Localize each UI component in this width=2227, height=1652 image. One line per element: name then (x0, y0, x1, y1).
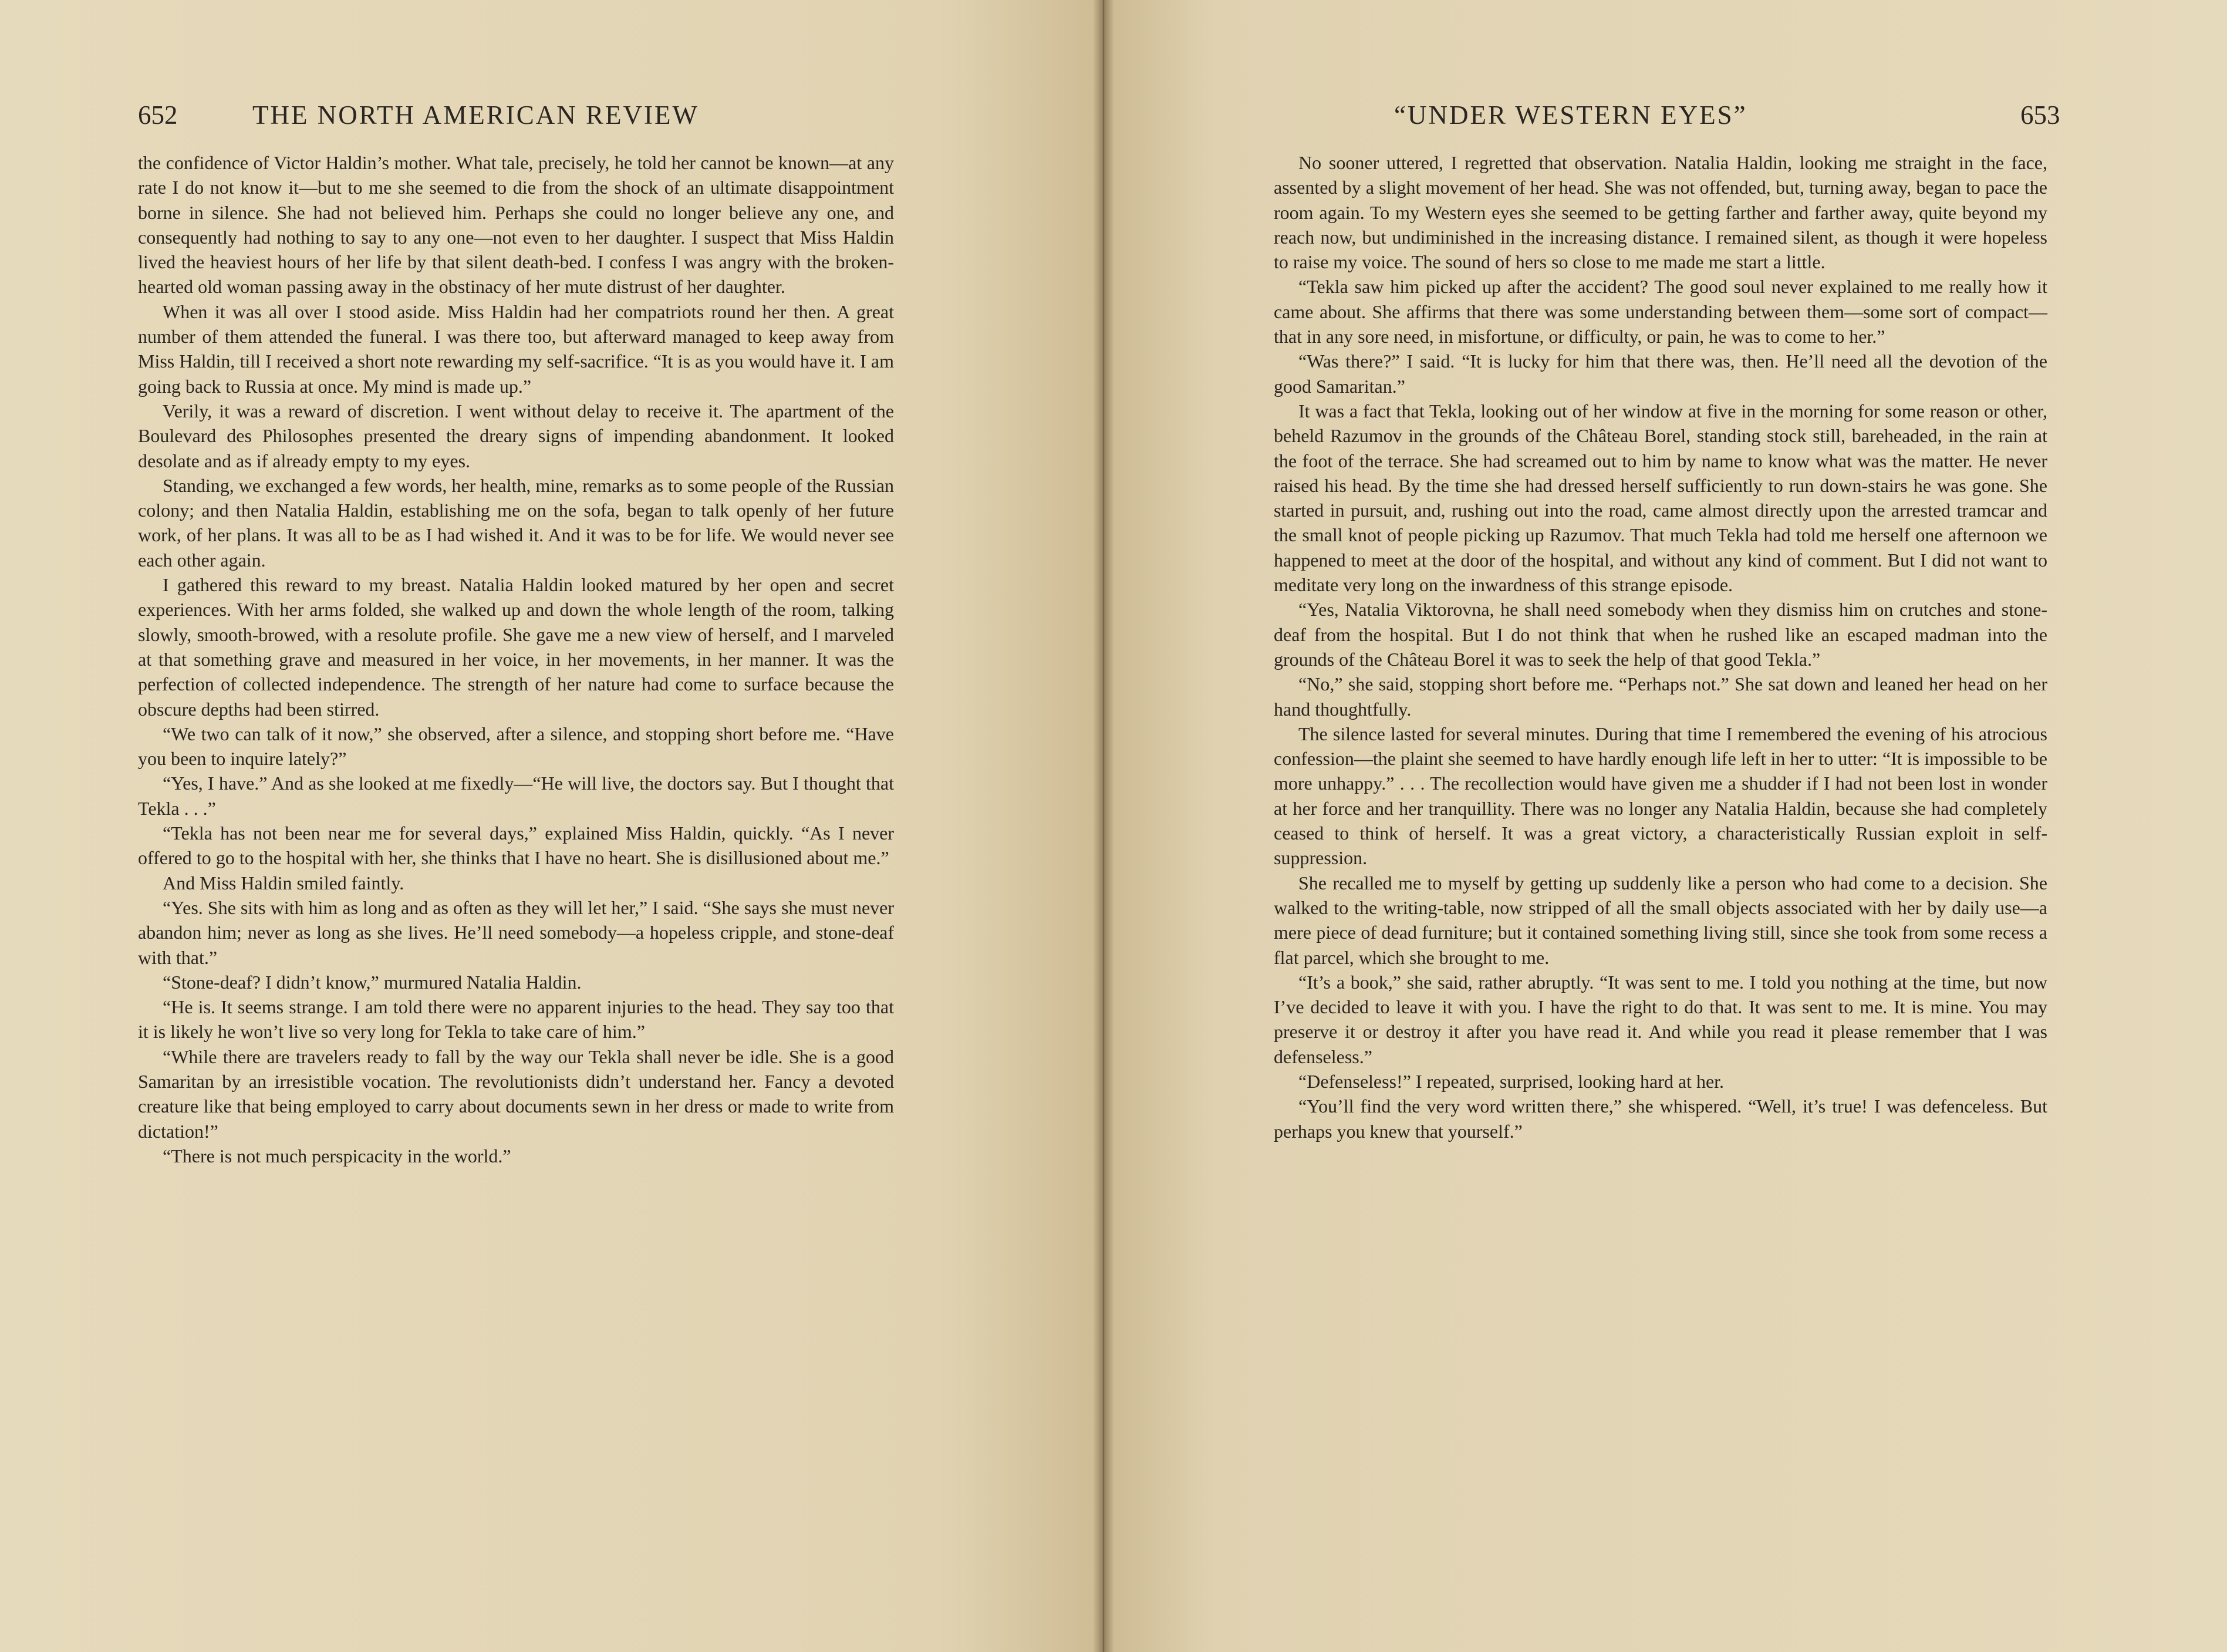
paragraph: “Defenseless!” I repeated, surprised, looking hard at her. (1298, 1070, 1725, 1092)
paragraph: When it was all over I stood aside. Miss Haldin had her compatriots round her then. A great number of them attended the funeral. I was there too, but afterward managed to keep away from Miss Haldin, till I received a short note rewarding my self-sacrifice. “It is as you would have it. I am going back to Russia at once. My mind is made up.” (138, 301, 894, 397)
paragraph: Verily, it was a reward of discretion. I went without delay to receive it. The apartment of the Boulevard des Philosophes presented the dreary signs of impending abandonment. It looked desolate and as if already empty to my eyes. (138, 400, 894, 471)
paragraph: I gathered this reward to my breast. Natalia Haldin looked matured by her open and secret experiences. With her arms folded, she walked up and down the whole length of the room, talking slowly, smooth-browed, with a resolute profile. She gave me a new view of herself, and I marveled at that something grave and measured in her voice, in her movements, in her manner. It was the perfection of collected independence. The strength of her nature had come to surface because the obscure depths had been stirred. (138, 574, 894, 720)
paragraph: “He is. It seems strange. I am told there were no apparent injuries to the head. They say too that it is likely he won’t live so very long for Tekla to take care of him.” (138, 996, 894, 1043)
paragraph: “Yes, I have.” And as she looked at me fixedly—“He will live, the doctors say. But I thought that Tekla . . .” (138, 773, 894, 819)
paragraph: “Tekla saw him picked up after the accident? The good soul never explained to me really how it came about. She affirms that there was some understanding between them—some sort of compact—that in any sore need, in misfortune, or difficulty, or pain, he was to come to her.” (1274, 276, 2047, 348)
paragraph: It was a fact that Tekla, looking out of her window at five in the morning for some reason or other, beheld Razumov in the grounds of the Château Borel, standing stock still, bareheaded, in the rain at the foot of the terrace. She had screamed out to him by name to know what was the matter. He never raised his head. By the time she had dressed herself sufficiently to run down-stairs he was gone. She started in pursuit, and, rushing out into the road, came almost directly upon the arrested tramcar and the small knot of people picking up Razumov. That much Tekla had told me herself one afternoon we happened to meet at the door of the hospital, and without any kind of comment. But I did not want to meditate very long on the inwardness of this strange episode. (1274, 400, 2047, 596)
paragraph: “Yes. She sits with him as long and as often as they will let her,” I said. “She says she must never abandon him; never as long as she lives. He’ll need somebody—a hopeless cripple, and stone-deaf with that.” (138, 896, 894, 968)
paragraph: “Stone-deaf? I didn’t know,” murmured Natalia Haldin. (163, 971, 582, 993)
paragraph: “We two can talk of it now,” she observed, after a silence, and stopping short before me. “Have you been to inquire lately?” (138, 723, 894, 770)
page-number: 652 (138, 100, 178, 130)
paragraph: “Tekla has not been near me for several days,” explained Miss Haldin, quickly. “As I never offered to go to the hospital with her, she thinks that I have no heart. She is disillusioned about me.” (138, 822, 894, 869)
paragraph: The silence lasted for several minutes. During that time I remembered the evening of his atrocious confession—the plaint she seemed to have hardly enough life left in her to utter: “It is impossible to be more unhappy.” . . . The recollection would have given me a shudder if I had not been lost in wonder at her force and her tranquillity. There was no longer any Natalia Haldin, because she had completely ceased to think of herself. It was a great victory, a characteristically Russian exploit in self-suppression. (1274, 723, 2047, 869)
book-gutter (1093, 0, 1114, 1652)
paragraph: Standing, we exchanged a few words, her health, mine, remarks as to some people of the Russian colony; and then Natalia Haldin, establishing me on the sofa, began to talk openly of her future work, of her plans. It was all to be as I had wished it. And it was to be for life. We would never see each other again. (138, 474, 894, 571)
paragraph: “There is not much perspicacity in the world.” (163, 1145, 511, 1166)
right-page (1104, 0, 2227, 1652)
paragraph: She recalled me to myself by getting up suddenly like a person who had come to a decision. She walked to the writing-table, now stripped of all the small objects associated with her by daily use—a mere piece of dead furniture; but it contained something living still, since she took from some recess a flat parcel, which she brought to me. (1274, 872, 2047, 968)
paragraph: the confidence of Victor Haldin’s mother. What tale, precisely, he told her cannot be known—at any rate I do not know it—but to me she seemed to die from the shock of an ultimate disappointment borne in silence. She had not believed him. Perhaps she could no longer believe any one, and consequently had nothing to say to any one—not even to her daughter. I suspect that Miss Haldin lived the heaviest hours of her life by that silent death-bed. I confess I was angry with the broken-hearted old woman passing away in the obstinacy of her mute distrust of her daughter. (138, 152, 894, 298)
paragraph: “No,” she said, stopping short before me. “Perhaps not.” She sat down and leaned her head on her hand thoughtfully. (1274, 673, 2047, 720)
left-page (0, 0, 1104, 1652)
running-title: THE NORTH AMERICAN REVIEW (252, 100, 699, 130)
paragraph: No sooner uttered, I regretted that observation. Natalia Haldin, looking me straight in the face, assented by a slight movement of her head. She was not offended, but, turning away, began to pace the room again. To my Western eyes she seemed to be getting farther and farther away, quite beyond my reach now, but undiminished in the increasing distance. I remained silent, as though it were hopeless to raise my voice. The sound of hers so close to me made me start a little. (1274, 152, 2047, 273)
running-title: “UNDER WESTERN EYES” (1394, 100, 1747, 130)
paragraph: “It’s a book,” she said, rather abruptly. “It was sent to me. I told you nothing at the time, but now I’ve decided to leave it with you. I have the right to do that. It was sent to me. It is mine. You may preserve it or destroy it after you have read it. And while you read it please remember that I was defenseless.” (1274, 971, 2047, 1067)
paragraph: “Was there?” I said. “It is lucky for him that there was, then. He’ll need all the devotion of the good Samaritan.” (1274, 350, 2047, 397)
paragraph: “Yes, Natalia Viktorovna, he shall need somebody when they dismiss him on crutches and stone-deaf from the hospital. But I do not think that when he rushed like an escaped madman into the grounds of the Château Borel it was to seek the help of that good Tekla.” (1274, 599, 2047, 670)
page-number: 653 (2020, 100, 2060, 130)
paragraph: And Miss Haldin smiled faintly. (163, 872, 404, 894)
body-text (138, 150, 894, 1168)
paragraph: “While there are travelers ready to fall by the way our Tekla shall never be idle. She is a good Samaritan by an irresistible vocation. The revolutionists didn’t understand her. Fancy a devoted creature like that being employed to carry about documents sewn in her dress or made to write from dictation!” (138, 1046, 894, 1142)
paragraph: “You’ll find the very word written there,” she whispered. “Well, it’s true! I was defenceless. But perhaps you knew that yourself.” (1274, 1095, 2047, 1142)
body-text (1274, 150, 2047, 1144)
